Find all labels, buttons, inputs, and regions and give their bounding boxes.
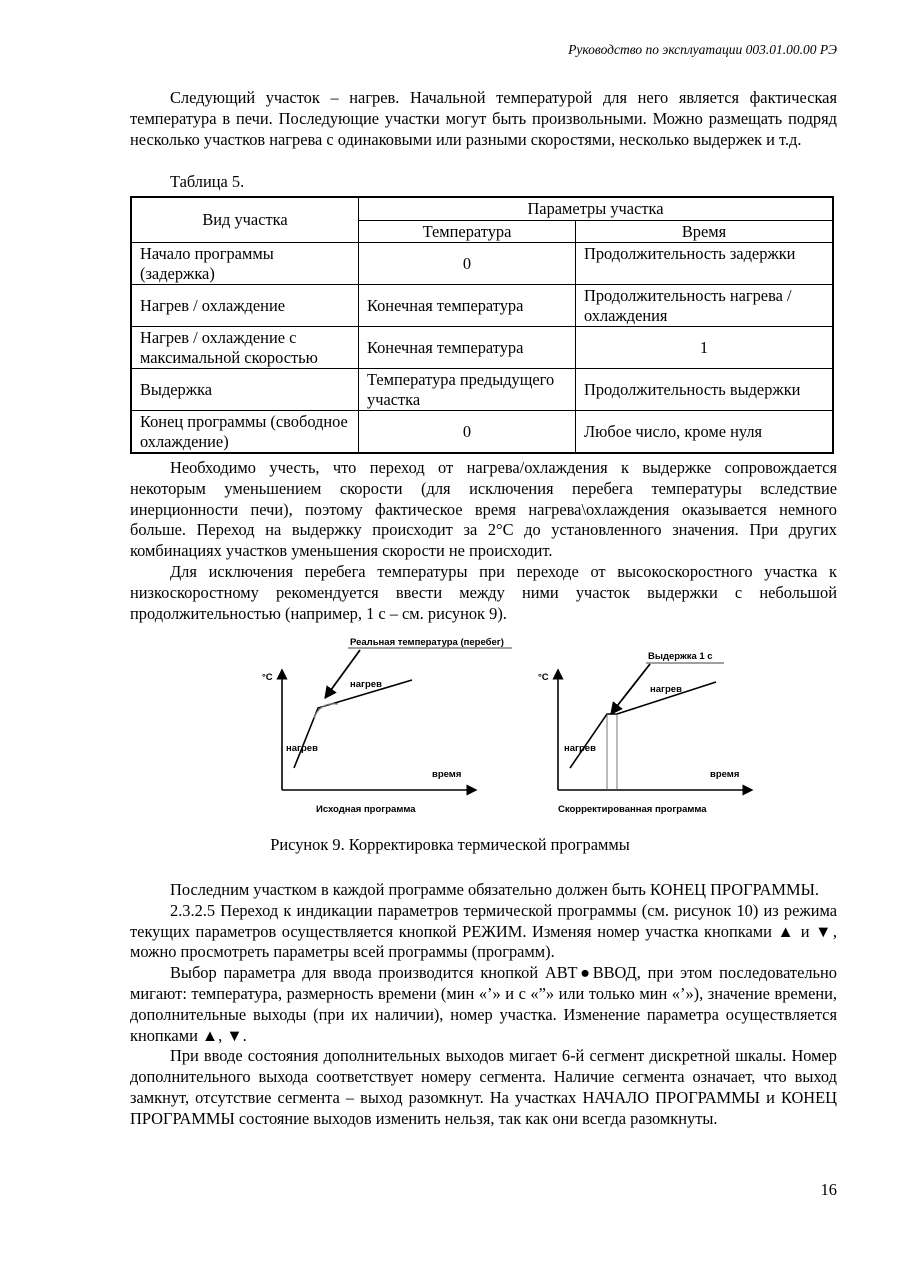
segment-parameters-table (130, 196, 834, 454)
figure-9-diagrams (240, 632, 760, 827)
table-row (131, 369, 833, 411)
diagram-title: Скорректированная программа (558, 804, 707, 815)
cell-temp: Конечная температура (359, 285, 576, 327)
right-diagram (538, 651, 748, 815)
cell-temp: Конечная температура (359, 327, 576, 369)
running-header: Руководство по эксплуатации 003.01.00.00 РЭ (568, 42, 837, 57)
segment-label-upper: нагрев (350, 679, 382, 690)
paragraph: Выбор параметра для ввода производится кнопкой АВТ●ВВОД, при этом последовательно мигают: температура, размерность времени (мин «’» и с «”» или только мин «’»), значение времени, дополнительные выходы (при их наличии), номер участка. Изменение параметра осуществляется кнопками ▲, ▼. (130, 963, 837, 1045)
cell-type: Начало программы (задержка) (131, 243, 359, 285)
callout-arrow (614, 664, 650, 710)
cell-time: Продолжительность выдержки (576, 369, 834, 411)
cell-type: Конец программы (свободное охлаждение) (131, 411, 359, 454)
paragraph: Для исключения перебега температуры при переходе от высокоскоростного участка к низкоскоростному рекомендуется ввести между ними участок выдержки с небольшой продолжительностью (например, 1 с – см. рисунок 9). (130, 561, 837, 623)
figure-9 (240, 632, 760, 827)
x-axis-label: время (432, 769, 462, 780)
table-caption: Таблица 5. (170, 172, 245, 191)
paragraph: 2.3.2.5 Переход к индикации параметров термической программы (см. рисунок 10) из режима текущих параметров осуществляется кнопкой РЕЖИМ. Изменяя номер участка кнопками ▲ и ▼, можно просмотреть параметры всей программы (программ). (130, 900, 837, 962)
paragraph: Последним участком в каждой программе обязательно должен быть КОНЕЦ ПРОГРАММЫ. (170, 880, 819, 899)
paragraph: Необходимо учесть, что переход от нагрева/охлаждения к выдержке сопровождается некоторым уменьшением скорости (для исключения перебега температуры вследствие инерционности печи), поэтому фактическое время нагрева\охлаждения оказывается немного больше. Переход на выдержку происходит за 2°С до установленного значения. При других комбинациях участков уменьшения скорости не происходит. (130, 458, 837, 561)
paragraph: При вводе состояния дополнительных выходов мигает 6-й сегмент дискретной шкалы. Номер дополнительного выхода соответствует номеру сегмента. Наличие сегмента означает, что выход замкнут, отсутствие сегмента – выход разомкнут. На участках НАЧАЛО ПРОГРАММЫ и КОНЕЦ ПРОГРАММЫ состояние выходов изменить нельзя, так как они всегда разомкнуты. (130, 1046, 837, 1128)
cell-temp: 0 (359, 243, 576, 285)
intro-paragraph-block (130, 88, 837, 150)
y-unit-label: °С (538, 672, 549, 683)
segment-label-upper: нагрев (650, 684, 682, 695)
table-header-row (131, 197, 833, 220)
cell-time: Продолжительность нагрева / охлаждения (576, 285, 834, 327)
callout-label: Реальная температура (перебег) (350, 637, 504, 648)
mid-paragraph-block (130, 458, 837, 624)
segment-label-lower: нагрев (564, 743, 596, 754)
cell-time: Продолжительность задержки (576, 243, 834, 285)
table-row (131, 285, 833, 327)
paragraph: Следующий участок – нагрев. Начальной температурой для него является фактическая температура в печи. Последующие участки могут быть произвольными. Можно размещать подряд несколько участков нагрева с одинаковыми или разными скоростями, несколько выдержек и т.д. (130, 88, 837, 149)
cell-time: 1 (576, 327, 834, 369)
y-unit-label: °С (262, 672, 273, 683)
cell-time: Любое число, кроме нуля (576, 411, 834, 454)
header-cell-type: Вид участка (131, 197, 359, 243)
cell-temp: 0 (359, 411, 576, 454)
x-axis-label: время (710, 769, 740, 780)
table-row (131, 243, 833, 285)
cell-type: Выдержка (131, 369, 359, 411)
figure-caption: Рисунок 9. Корректировка термической программы (270, 835, 630, 854)
cell-type: Нагрев / охлаждение (131, 285, 359, 327)
cell-temp: Температура предыдущего участка (359, 369, 576, 411)
callout-label: Выдержка 1 с (648, 651, 713, 662)
table-row (131, 327, 833, 369)
left-diagram (262, 637, 512, 815)
header-cell-temp: Температура (359, 220, 576, 243)
page-number: 16 (820, 1180, 837, 1199)
cell-type: Нагрев / охлаждение с максимальной скоростью (131, 327, 359, 369)
header-cell-time: Время (576, 220, 834, 243)
program-curve (570, 682, 716, 768)
program-curve (294, 680, 412, 768)
segment-label-lower: нагрев (286, 743, 318, 754)
table-row (131, 411, 833, 454)
diagram-title: Исходная программа (316, 804, 416, 815)
header-cell-params: Параметры участка (359, 197, 834, 220)
bottom-paragraph-block (130, 880, 837, 1130)
